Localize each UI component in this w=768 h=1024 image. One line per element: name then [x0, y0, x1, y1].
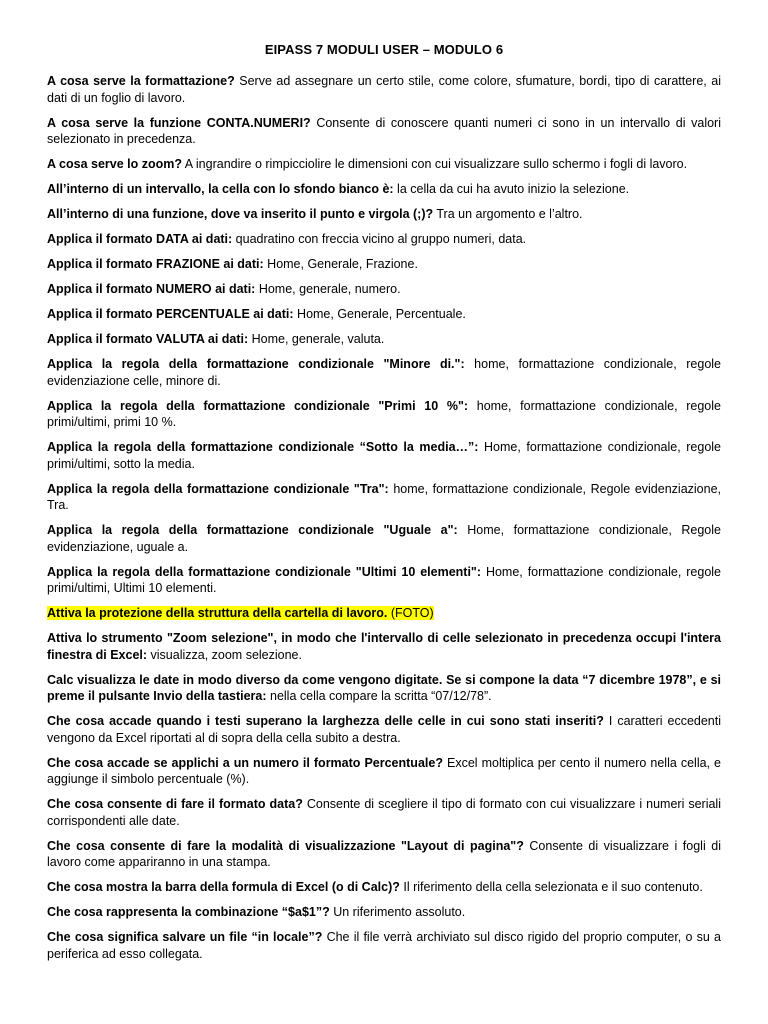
answer-text: Tra un argomento e l’altro. — [433, 207, 583, 221]
answer-text: home, formattazione condizionale, regole primi/ultimi, primi 10 %. — [47, 398, 721, 429]
answer-text: Consente di scegliere il tipo di formato con cui visualizzare i numeri seriali corrispondenti alle date. — [47, 797, 721, 828]
question-text: Applica la regola della formattazione condizionale "Tra": — [47, 481, 389, 496]
answer-text: quadratino con freccia vicino al gruppo numeri, data. — [232, 232, 527, 246]
question-text: Applica il formato PERCENTUALE ai dati: — [47, 307, 294, 321]
answer-text: (FOTO) — [387, 606, 434, 620]
question-text: Applica la regola della formattazione condizionale "Primi 10 %": — [47, 398, 469, 413]
qa-item-text — [47, 282, 401, 296]
answer-text: Consente di conoscere quanti numeri ci sono in un intervallo di valori selezionato in precedenza. — [47, 115, 721, 146]
qa-list — [47, 73, 721, 962]
qa-item-text — [47, 207, 583, 221]
document-page — [47, 42, 721, 971]
question-text: Che cosa mostra la barra della formula di Excel (o di Calc)? — [47, 880, 400, 894]
question-text: Che cosa accade se applichi a un numero il formato Percentuale? — [47, 755, 443, 770]
answer-text: I caratteri eccedenti vengono da Excel riportati al di sopra della cella subito a destra. — [47, 714, 722, 745]
answer-text: Home, Generale, Frazione. — [263, 257, 418, 271]
answer-text: Che il file verrà archiviato sul disco rigido del proprio computer, o su a periferica ad esso collegata. — [47, 930, 721, 961]
qa-item-text — [47, 565, 721, 596]
answer-text: visualizza, zoom selezione. — [147, 647, 302, 662]
qa-item — [47, 904, 721, 921]
qa-item — [47, 439, 721, 472]
qa-item-text — [47, 673, 721, 704]
qa-item — [47, 879, 721, 896]
qa-item-text — [47, 482, 721, 513]
qa-item-text — [47, 257, 418, 271]
question-text: A cosa serve la formattazione? — [47, 74, 235, 88]
qa-item-text — [47, 182, 629, 196]
qa-item-text — [47, 357, 721, 388]
qa-item — [47, 929, 721, 962]
qa-item-text — [47, 631, 721, 662]
qa-item-text — [47, 839, 721, 870]
question-text: Applica la regola della formattazione condizionale "Ultimi 10 elementi": — [47, 564, 482, 579]
qa-item — [47, 206, 721, 223]
qa-item-text — [47, 714, 721, 745]
answer-text: Home, formattazione condizionale, regole primi/ultimi, sotto la media. — [47, 440, 722, 471]
qa-item — [47, 73, 721, 106]
qa-item-text — [47, 440, 721, 471]
answer-text: Home, formattazione condizionale, regole primi/ultimi, Ultimi 10 elementi. — [47, 564, 721, 595]
qa-item-text — [47, 116, 721, 147]
question-text: Calc visualizza le date in modo diverso da come vengono digitate. Se si compone la data “7 dicembre 1978”, e si preme il pulsante Invio della tastiera: — [47, 672, 721, 703]
qa-item-text — [47, 157, 687, 171]
qa-item — [47, 564, 721, 597]
qa-item — [47, 796, 721, 829]
answer-text: nella cella compare la scritta “07/12/78”. — [266, 689, 492, 703]
question-text: Applica la regola della formattazione condizionale "Uguale a": — [47, 523, 458, 537]
answer-text: A ingrandire o rimpicciolire le dimensioni con cui visualizzare sullo schermo i fogli di lavoro. — [182, 157, 688, 171]
answer-text: home, formattazione condizionale, Regole evidenziazione, Tra. — [47, 481, 722, 512]
qa-item — [47, 156, 721, 173]
answer-text: Il riferimento della cella selezionata e il suo contenuto. — [399, 880, 703, 894]
qa-item — [47, 630, 721, 663]
answer-text: home, formattazione condizionale, regole evidenziazione celle, minore di. — [47, 357, 721, 388]
qa-item — [47, 398, 721, 431]
answer-text: Home, formattazione condizionale, Regole evidenziazione, uguale a. — [47, 523, 721, 554]
qa-item-text — [47, 523, 721, 554]
qa-item-text — [47, 606, 434, 620]
qa-item — [47, 331, 721, 348]
qa-item-text — [47, 930, 721, 961]
question-text: Applica la regola della formattazione condizionale "Minore di.": — [47, 357, 465, 371]
question-text: All’interno di un intervallo, la cella con lo sfondo bianco è: — [47, 182, 394, 196]
qa-item — [47, 306, 721, 323]
qa-item — [47, 672, 721, 705]
question-text: Che cosa rappresenta la combinazione “$a$1”? — [47, 905, 330, 919]
qa-item — [47, 356, 721, 389]
question-text: All’interno di una funzione, dove va inserito il punto e virgola (;)? — [47, 207, 434, 221]
qa-item-text — [47, 880, 703, 894]
answer-text: Home, generale, valuta. — [248, 332, 385, 346]
question-text: Che cosa significa salvare un file “in locale”? — [47, 930, 323, 944]
qa-item — [47, 281, 721, 298]
question-text: A cosa serve la funzione CONTA.NUMERI? — [47, 115, 311, 130]
question-text: A cosa serve lo zoom? — [47, 157, 182, 171]
qa-item — [47, 115, 721, 148]
qa-item — [47, 256, 721, 273]
question-text: Applica la regola della formattazione condizionale “Sotto la media…”: — [47, 440, 479, 454]
answer-text: la cella da cui ha avuto inizio la selezione. — [393, 182, 630, 196]
qa-item — [47, 181, 721, 198]
answer-text: Consente di visualizzare i fogli di lavoro come appariranno in una stampa. — [47, 838, 721, 869]
qa-item-text — [47, 399, 721, 430]
question-text: Che cosa accade quando i testi superano la larghezza delle celle in cui sono stati inseriti? — [47, 714, 604, 728]
question-text: Che cosa consente di fare la modalità di visualizzazione "Layout di pagina"? — [47, 838, 524, 853]
qa-item-text — [47, 332, 384, 346]
answer-text: Excel moltiplica per cento il numero nella cella, e aggiunge il simbolo percentuale (%). — [47, 755, 721, 786]
qa-item-text — [47, 756, 721, 787]
answer-text: Serve ad assegnare un certo stile, come colore, sfumature, bordi, tipo di carattere, ai dati di un foglio di lavoro. — [47, 74, 721, 105]
question-text: Attiva la protezione della struttura della cartella di lavoro. — [47, 606, 388, 620]
question-text: Applica il formato VALUTA ai dati: — [47, 332, 249, 346]
question-text: Applica il formato FRAZIONE ai dati: — [47, 257, 264, 271]
qa-item-text — [47, 232, 526, 246]
qa-item — [47, 755, 721, 788]
question-text: Applica il formato DATA ai dati: — [47, 232, 233, 246]
answer-text: Un riferimento assoluto. — [329, 905, 466, 919]
qa-item — [47, 231, 721, 248]
qa-item-text — [47, 797, 721, 828]
qa-item — [47, 522, 721, 555]
qa-item-text — [47, 307, 466, 321]
question-text: Applica il formato NUMERO ai dati: — [47, 282, 256, 296]
qa-item-text — [47, 905, 465, 919]
document-title: EIPASS 7 MODULI USER – MODULO 6 — [264, 42, 504, 57]
qa-item — [47, 713, 721, 746]
qa-item — [47, 481, 721, 514]
qa-item — [47, 605, 721, 622]
question-text: Attiva lo strumento "Zoom selezione", in modo che l'intervallo di celle selezionato in precedenza occupi l'intera finestra di Excel: — [47, 631, 721, 662]
qa-item-text — [47, 74, 721, 105]
question-text: Che cosa consente di fare il formato data? — [47, 797, 303, 811]
qa-item — [47, 838, 721, 871]
answer-text: Home, Generale, Percentuale. — [293, 307, 466, 321]
answer-text: Home, generale, numero. — [255, 282, 401, 296]
